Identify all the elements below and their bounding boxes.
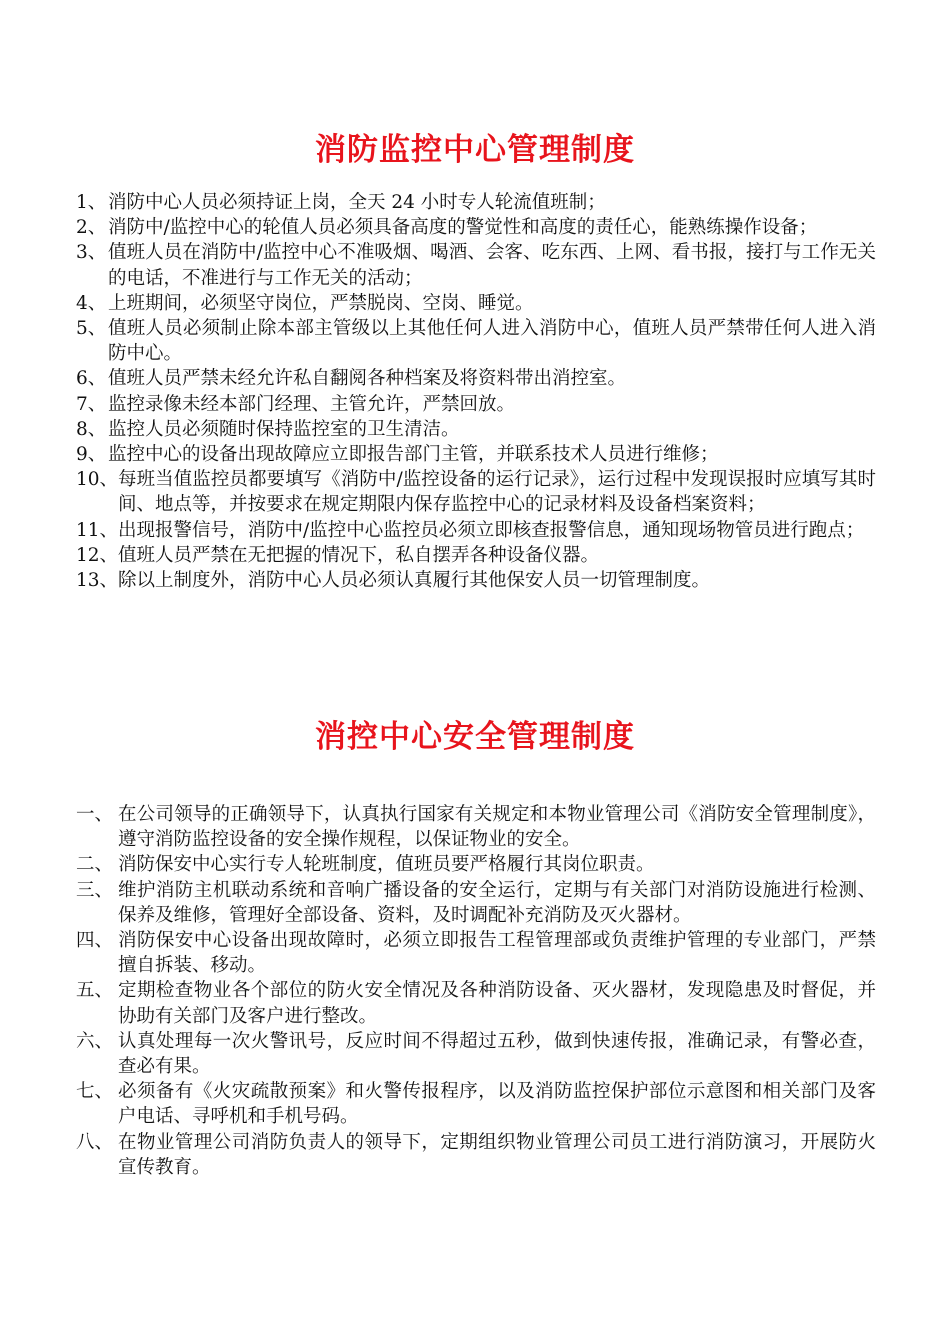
item-text: 在公司领导的正确领导下，认真执行国家有关规定和本物业管理公司《消防安全管理制度》，遵守消防监控设备的安全操作规程，以保证物业的安全。 bbox=[118, 804, 876, 851]
list-item bbox=[76, 518, 876, 543]
list-item bbox=[76, 316, 876, 366]
item-number: 9、 bbox=[76, 444, 107, 466]
list-item bbox=[76, 215, 876, 240]
list-item bbox=[76, 543, 876, 568]
item-number: 12、 bbox=[76, 544, 119, 566]
item-text: 消防保安中心实行专人轮班制度，值班员要严格履行其岗位职责。 bbox=[118, 854, 655, 876]
item-number: 六、 bbox=[76, 1030, 114, 1052]
item-text: 监控中心的设备出现故障应立即报告部门主管，并联系技术人员进行维修； bbox=[108, 444, 719, 466]
item-number: 3、 bbox=[76, 242, 107, 264]
item-text: 每班当值监控员都要填写《消防中/监控设备的运行记录》，运行过程中发现误报时应填写其时间、地点等，并按要求在规定期限内保存监控中心的记录材料及设备档案资料； bbox=[118, 469, 876, 516]
item-text: 值班人员必须制止除本部主管级以上其他任何人进入消防中心，值班人员严禁带任何人进入消防中心。 bbox=[108, 318, 876, 365]
list-item bbox=[76, 1079, 876, 1129]
section-2-title: 消控中心安全管理制度 bbox=[315, 719, 635, 755]
item-number: 八、 bbox=[76, 1131, 114, 1153]
item-number: 三、 bbox=[76, 879, 114, 901]
list-item bbox=[76, 802, 876, 852]
section-2-list bbox=[76, 802, 876, 1180]
item-number: 7、 bbox=[76, 393, 107, 415]
item-text: 在物业管理公司消防负责人的领导下，定期组织物业管理公司员工进行消防演习，开展防火宣传教育。 bbox=[118, 1131, 876, 1178]
list-item bbox=[76, 366, 876, 391]
item-number: 8、 bbox=[76, 418, 107, 440]
list-item bbox=[76, 568, 876, 593]
item-text: 值班人员在消防中/监控中心不准吸烟、喝酒、会客、吃东西、上网、看书报，接打与工作无关的电话，不准进行与工作无关的活动； bbox=[108, 242, 876, 289]
item-text: 必须备有《火灾疏散预案》和火警传报程序，以及消防监控保护部位示意图和相关部门及客户电话、寻呼机和手机号码。 bbox=[118, 1081, 876, 1128]
item-text: 定期检查物业各个部位的防火安全情况及各种消防设备、灭火器材，发现隐患及时督促，并协助有关部门及客户进行整改。 bbox=[118, 980, 876, 1027]
list-item bbox=[76, 467, 876, 517]
section-1-title: 消防监控中心管理制度 bbox=[315, 132, 635, 168]
item-number: 13、 bbox=[76, 570, 119, 592]
item-text: 认真处理每一次火警讯号，反应时间不得超过五秒，做到快速传报，准确记录，有警必查，查必有果。 bbox=[118, 1030, 876, 1078]
item-number: 五、 bbox=[76, 980, 114, 1002]
list-item bbox=[76, 190, 876, 215]
list-item bbox=[76, 852, 876, 877]
list-item bbox=[76, 417, 876, 442]
item-number: 5、 bbox=[76, 318, 107, 340]
list-item bbox=[76, 442, 876, 467]
item-text: 出现报警信号，消防中/监控中心监控员必须立即核查报警信息，通知现场物管员进行跑点； bbox=[118, 519, 865, 541]
list-item bbox=[76, 928, 876, 978]
list-item bbox=[76, 392, 876, 417]
list-item bbox=[76, 1029, 876, 1079]
item-text: 监控录像未经本部门经理、主管允许，严禁回放。 bbox=[108, 393, 516, 415]
item-text: 值班人员严禁在无把握的情况下，私自摆弄各种设备仪器。 bbox=[118, 544, 600, 566]
item-number: 10、 bbox=[76, 469, 119, 491]
item-number: 2、 bbox=[76, 217, 107, 239]
item-text: 值班人员严禁未经允许私自翻阅各种档案及将资料带出消控室。 bbox=[108, 368, 627, 390]
item-text: 消防中/监控中心的轮值人员必须具备高度的警觉性和高度的责任心，能熟练操作设备； bbox=[108, 217, 818, 239]
item-text: 维护消防主机联动系统和音响广播设备的安全运行，定期与有关部门对消防设施进行检测、保养及维修，管理好全部设备、资料，及时调配补充消防及灭火器材。 bbox=[118, 879, 876, 926]
list-item bbox=[76, 878, 876, 928]
list-item bbox=[76, 978, 876, 1028]
list-item bbox=[76, 291, 876, 316]
item-number: 二、 bbox=[76, 854, 114, 876]
list-item bbox=[76, 240, 876, 290]
item-text: 消防保安中心设备出现故障时，必须立即报告工程管理部或负责维护管理的专业部门，严禁擅自拆装、移动。 bbox=[118, 930, 876, 977]
item-number: 4、 bbox=[76, 292, 107, 314]
item-number: 11、 bbox=[76, 519, 119, 541]
item-number: 七、 bbox=[76, 1081, 114, 1103]
item-number: 一、 bbox=[76, 804, 114, 825]
item-text: 除以上制度外，消防中心人员必须认真履行其他保安人员一切管理制度。 bbox=[118, 570, 711, 592]
item-text: 上班期间，必须坚守岗位，严禁脱岗、空岗、睡觉。 bbox=[108, 292, 534, 314]
item-number: 1、 bbox=[76, 192, 107, 213]
list-item bbox=[76, 1130, 876, 1180]
section-1-list bbox=[76, 190, 876, 593]
item-text: 消防中心人员必须持证上岗，全天 24 小时专人轮流值班制； bbox=[108, 192, 606, 213]
item-text: 监控人员必须随时保持监控室的卫生清洁。 bbox=[108, 418, 460, 440]
item-number: 6、 bbox=[76, 368, 107, 390]
item-number: 四、 bbox=[76, 930, 114, 952]
